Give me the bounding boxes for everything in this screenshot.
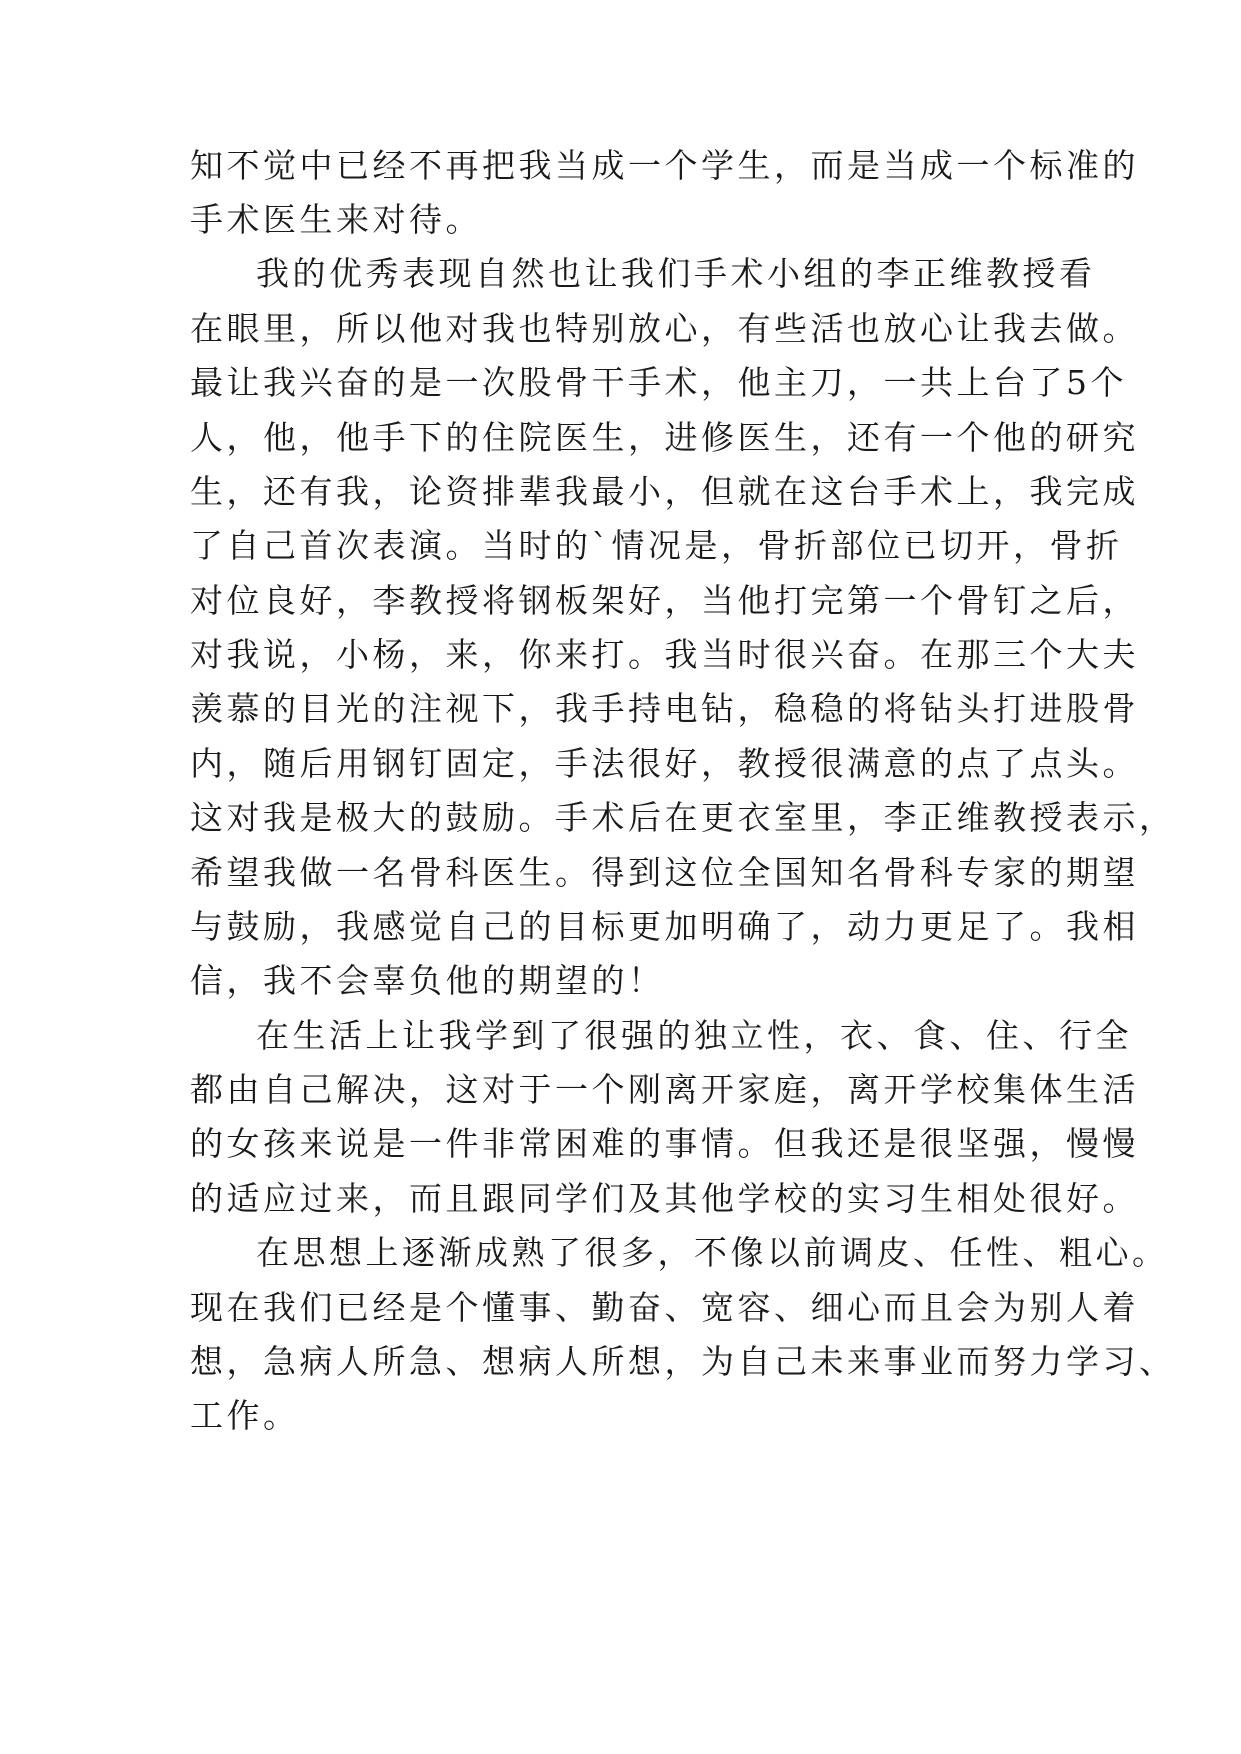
text-line: 最让我兴奋的是一次股骨干手术，他主刀，一共上台了5个 [190,363,1127,402]
text-line: 想，急病人所急、想病人所想，为自己未来事业而努力学习、 [190,1342,1176,1381]
text-line: 对我说，小杨，来，你来打。我当时很兴奋。在那三个大夫 [190,635,1139,674]
text-line: 都由自己解决，这对于一个刚离开家庭，离开学校集体生活 [190,1070,1139,1109]
text-line: 现在我们已经是个懂事、勤奋、宽容、细心而且会为别人着 [190,1288,1139,1327]
text-line: 的适应过来，而且跟同学们及其他学校的实习生相处很好。 [190,1179,1139,1218]
text-line: 内，随后用钢钉固定，手法很好，教授很满意的点了点头。 [190,744,1139,783]
text-line: 对位良好，李教授将钢板架好，当他打完第一个骨钉之后， [190,581,1139,620]
text-line: 的女孩来说是一件非常困难的事情。但我还是很坚强，慢慢 [190,1124,1139,1163]
text-line: 与鼓励，我感觉自己的目标更加明确了，动力更足了。我相 [190,907,1139,946]
text-line: 知不觉中已经不再把我当成一个学生，而是当成一个标准的 [190,146,1139,185]
text-line: 人，他，他手下的住院医生，进修医生，还有一个他的研究 [190,418,1139,457]
paragraph-start: 在生活上让我学到了很强的独立性，衣、食、住、行全 [256,1016,1132,1055]
text-line: 了自己首次表演。当时的`情况是，骨折部位已切开，骨折 [190,526,1123,565]
text-line: 羡慕的目光的注视下，我手持电钻，稳稳的将钻头打进股骨 [190,689,1139,728]
text-line: 这对我是极大的鼓励。手术后在更衣室里，李正维教授表示， [190,798,1176,837]
text-line: 生，还有我，论资排辈我最小，但就在这台手术上，我完成 [190,472,1139,511]
text-line: 手术医生来对待。 [190,200,482,239]
text-line: 在眼里，所以他对我也特别放心，有些活也放心让我去做。 [190,309,1139,348]
text-line: 工作。 [190,1396,300,1435]
paragraph-start: 在思想上逐渐成熟了很多，不像以前调皮、任性、粗心。 [256,1233,1169,1272]
text-line: 信，我不会辜负他的期望的！ [190,961,665,1000]
paragraph-start: 我的优秀表现自然也让我们手术小组的李正维教授看 [256,254,1096,293]
text-line: 希望我做一名骨科医生。得到这位全国知名骨科专家的期望 [190,853,1139,892]
